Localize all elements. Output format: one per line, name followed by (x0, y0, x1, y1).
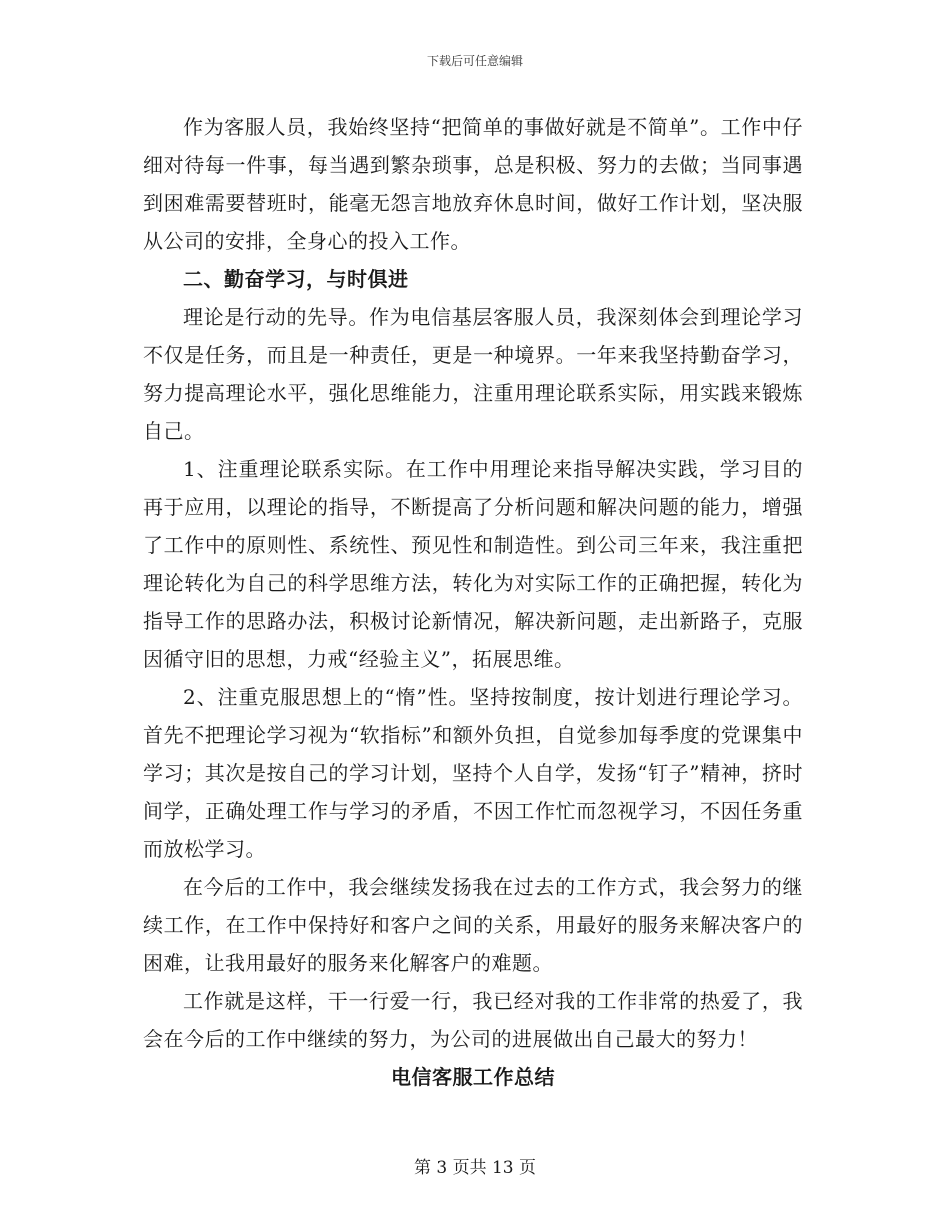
paragraph-point-2: 2、注重克服思想上的“惰”性。坚持按制度，按计划进行理论学习。首先不把理论学习视为“软指标”和额外负担，自觉参加每季度的党课集中学习；其次是按自己的学习计划，坚持个人自学，发扬“钉子”精神，挤时间学，正确处理工作与学习的矛盾，不因工作忙而忽视学习，不因任务重而放松学习。 (143, 685, 803, 861)
page-number: 第 3 页共 13 页 (413, 1158, 537, 1178)
page-header: 下载后可任意编辑 (426, 54, 523, 68)
paragraph-conclusion: 工作就是这样，干一行爱一行，我已经对我的工作非常的热爱了，我会在今后的工作中继续的努力，为公司的进展做出自己最大的努力！ (143, 989, 803, 1051)
paragraph-customer-service: 作为客服人员，我始终坚持“把简单的事做好就是不简单”。工作中仔细对待每一件事，每当遇到繁杂琐事，总是积极、努力的去做；当同事遇到困难需要替班时，能毫无怨言地放弃休息时间，做好工作计划，坚决服从公司的安排，全身心的投入工作。 (143, 115, 803, 253)
document-body (143, 108, 803, 1096)
paragraph-theory: 理论是行动的先导。作为电信基层客服人员，我深刻体会到理论学习不仅是任务，而且是一种责任，更是一种境界。一年来我坚持勤奋学习，努力提高理论水平，强化思维能力，注重用理论联系实际，用实践来锻炼自己。 (143, 305, 803, 443)
paragraph-future: 在今后的工作中，我会继续发扬我在过去的工作方式，我会努力的继续工作，在工作中保持好和客户之间的关系，用最好的服务来解决客户的困难，让我用最好的服务来化解客户的难题。 (143, 875, 803, 975)
section-title: 电信客服工作总结 (391, 1065, 555, 1089)
heading-study: 二、勤奋学习，与时俱进 (183, 267, 409, 291)
paragraph-point-1: 1、注重理论联系实际。在工作中用理论来指导解决实践，学习目的再于应用，以理论的指导，不断提高了分析问题和解决问题的能力，增强了工作中的原则性、系统性、预见性和制造性。到公司三年来，我注重把理论转化为自己的科学思维方法，转化为对实际工作的正确把握，转化为指导工作的思路办法，积极讨论新情况，解决新问题，走出新路子，克服因循守旧的思想，力戒“经验主义”，拓展思维。 (143, 457, 803, 671)
